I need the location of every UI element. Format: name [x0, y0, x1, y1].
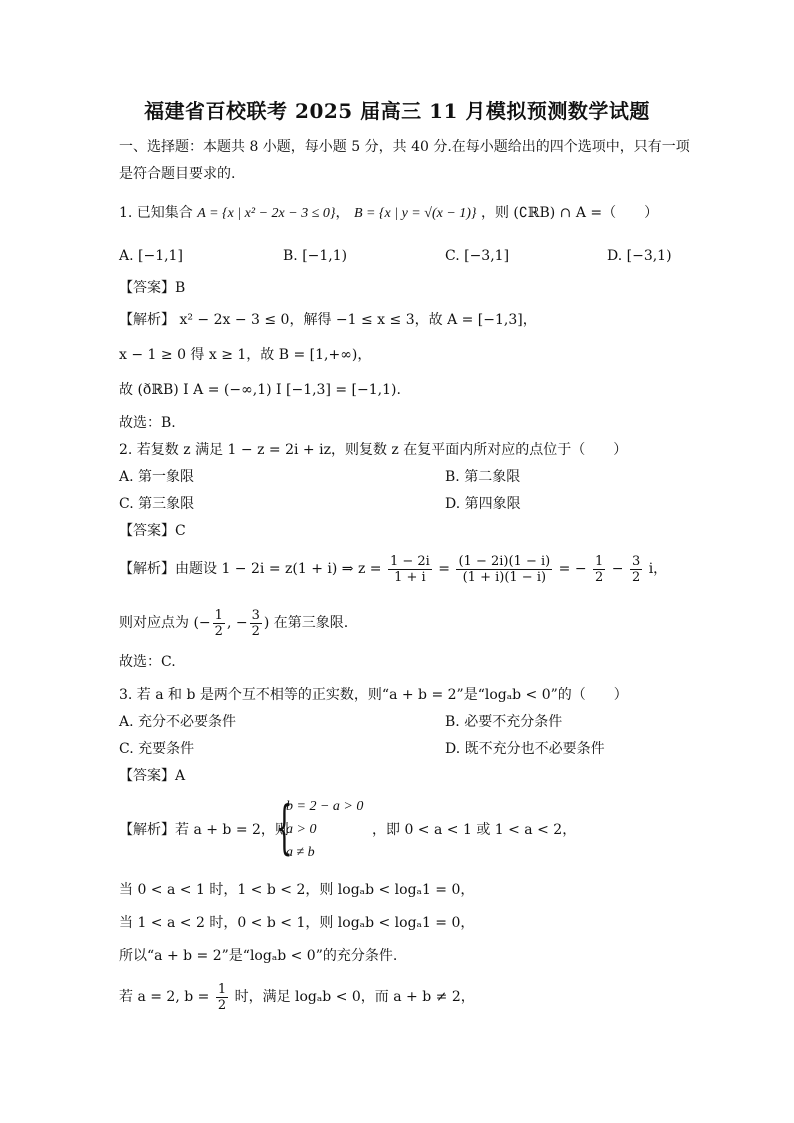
q2-option-a: A. 第一象限: [119, 469, 195, 485]
q2-point-prefix: 则对应点为 (−: [119, 615, 211, 631]
q3-counter-prefix: 若 a = 2, b =: [119, 989, 210, 1005]
page-title: 福建省百校联考 2025 届高三 11 月模拟预测数学试题: [144, 99, 650, 123]
q2-fraction-1-den: 1 + i: [394, 569, 426, 585]
q1-stem-prefix: 1. 已知集合: [119, 205, 193, 221]
q2-fraction-3-num: 1: [595, 553, 604, 569]
q1-option-a: A. [−1,1]: [119, 248, 183, 264]
q2-answer: 【答案】C: [119, 523, 186, 539]
q3-option-b: B. 必要不充分条件: [445, 714, 563, 730]
q2-point-frac-1-num: 1: [214, 607, 223, 623]
q3-counter-fraction-num: 1: [217, 981, 227, 997]
q1-set-b: B = {x | y = √(x − 1)}: [353, 206, 477, 221]
q3-system-brace: {: [276, 793, 293, 861]
q3-option-a: A. 充分不必要条件: [119, 714, 237, 730]
q2-option-d: D. 第四象限: [445, 496, 521, 512]
q1-answer: 【答案】B: [119, 280, 186, 296]
q2-point-frac-2: [250, 608, 262, 639]
q1-option-b: B. [−1,1): [283, 248, 348, 264]
q2-fraction-2-num: (1 − 2i)(1 − i): [458, 553, 551, 569]
q3-counter-fraction: [216, 982, 228, 1013]
q2-explanation: [119, 552, 667, 586]
q1-explanation-2: x − 1 ≥ 0 得 x ≥ 1，故 B = [1,+∞)，: [119, 347, 372, 363]
q3-case-2: 当 1 < a < 2 时，0 < b < 1，则 logₐb < logₐ1 = 0，: [119, 915, 475, 931]
q3-counter-fraction-den: 2: [217, 997, 227, 1013]
q2-option-c: C. 第三象限: [119, 496, 195, 512]
q2-point-mid: , −: [226, 615, 248, 631]
section-instruction-line1: 一、选择题：本题共 8 小题，每小题 5 分，共 40 分.在每小题给出的四个选项中，只有一项: [119, 139, 690, 155]
q1-set-a: A = {x | x² − 2x − 3 ≤ 0}: [197, 206, 336, 221]
q3-system-line-1: b = 2 − a > 0: [286, 799, 364, 814]
q2-point-frac-1: [213, 608, 225, 639]
q2-fraction-1-num: 1 − 2i: [389, 553, 430, 569]
q3-system-line-2: a > 0: [286, 822, 317, 837]
q3-counter-suffix: 时，满足 logₐb < 0，而 a + b ≠ 2，: [234, 989, 475, 1005]
q2-fraction-2: [456, 554, 552, 585]
q3-explanation-prefix: 【解析】若 a + b = 2，则: [119, 822, 289, 838]
q3-system-line-3: a ≠ b: [286, 845, 315, 860]
q2-option-b: B. 第二象限: [445, 469, 521, 485]
q2-stem: 2. 若复数 z 满足 1 − z = 2i + iz，则复数 z 在复平面内所对应的点位于（ ）: [119, 442, 628, 458]
q2-point-line: [119, 606, 348, 640]
q3-option-d: D. 既不充分也不必要条件: [445, 741, 605, 757]
q2-equals-neg: = −: [558, 561, 587, 577]
q3-system: [286, 795, 363, 864]
q3-case-1: 当 0 < a < 1 时，1 < b < 2，则 logₐb < logₐ1 = 0，: [119, 882, 475, 898]
q2-equals: =: [438, 561, 451, 577]
q2-fraction-4-den: 2: [631, 569, 641, 585]
q2-point-suffix: ) 在第三象限.: [263, 615, 349, 631]
q1-explanation-3: 故 (ðℝB) Ι A = (−∞,1) Ι [−1,3] = [−1,1).: [119, 382, 401, 398]
q1-stem-suffix: ，则 (∁ℝB) ∩ A =（ ）: [480, 205, 659, 221]
q3-sufficiency: 所以“a + b = 2”是“logₐb < 0”的充分条件.: [119, 948, 398, 964]
q2-fraction-1: [388, 554, 432, 585]
q2-explanation-suffix: i，: [648, 561, 668, 577]
q2-fraction-4: [630, 554, 642, 585]
q1-stem: [119, 203, 658, 224]
q2-point-frac-1-den: 2: [214, 623, 223, 639]
q1-explanation-1: 【解析】 x² − 2x − 3 ≤ 0，解得 −1 ≤ x ≤ 3，故 A = [−1,3]，: [119, 312, 537, 328]
section-instruction-line2: 是符合题目要求的.: [119, 166, 236, 182]
q1-option-c: C. [−3,1]: [445, 248, 510, 264]
q1-option-d: D. [−3,1): [607, 248, 672, 264]
q2-fraction-4-num: 3: [631, 553, 641, 569]
q3-counterexample: [119, 980, 475, 1014]
q2-fraction-3: [593, 554, 605, 585]
q2-fraction-2-den: (1 + i)(1 − i): [462, 569, 547, 585]
q2-explanation-prefix: 【解析】由题设 1 − 2i = z(1 + i) ⇒ z =: [119, 561, 382, 577]
q3-stem: 3. 若 a 和 b 是两个互不相等的正实数，则“a + b = 2”是“logₐb < 0”的（ ）: [119, 687, 628, 703]
q2-point-frac-2-num: 3: [251, 607, 260, 623]
q1-separator: ，: [335, 205, 350, 221]
q2-point-frac-2-den: 2: [251, 623, 260, 639]
q2-conclusion: 故选：C.: [119, 654, 176, 670]
q2-fraction-3-den: 2: [595, 569, 604, 585]
q1-conclusion: 故选：B.: [119, 415, 176, 431]
q2-minus: −: [611, 561, 624, 577]
q3-answer: 【答案】A: [119, 768, 186, 784]
q3-option-c: C. 充要条件: [119, 741, 195, 757]
q3-explanation-suffix: ，即 0 < a < 1 或 1 < a < 2，: [372, 822, 577, 838]
